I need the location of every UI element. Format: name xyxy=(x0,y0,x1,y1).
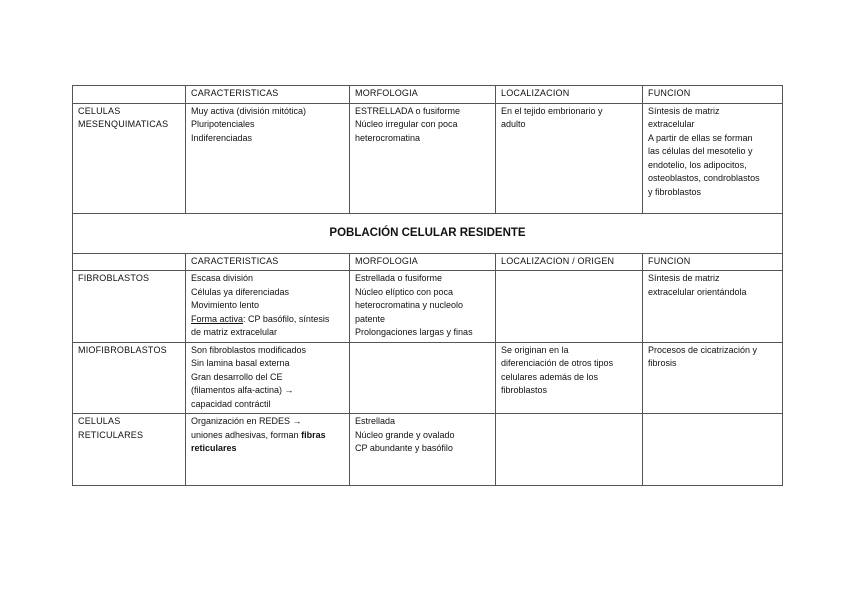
header-localizacion: LOCALIZACION xyxy=(496,86,643,104)
header-row-2 xyxy=(73,253,783,271)
cell-text: (filamentos alfa-actina) → xyxy=(191,385,294,395)
cell-text: Estrellada xyxy=(355,416,396,426)
cell-text: uniones adhesivas, forman xyxy=(191,429,302,440)
cell-text: Movimiento lento xyxy=(191,300,260,310)
bold-term: reticulares xyxy=(191,443,237,453)
section-title-row xyxy=(73,213,783,253)
cell-text: Gran desarrollo del CE xyxy=(191,371,283,382)
cell-morfologia xyxy=(350,342,496,414)
cell-localizacion xyxy=(496,414,643,486)
cell-name: MIOFIBROBLASTOS xyxy=(73,342,186,414)
header-morfologia: MORFOLOGIA xyxy=(350,253,496,271)
cell-text: Núcleo grande y ovalado xyxy=(355,429,455,440)
cell-text: heterocromatina y nucleolo xyxy=(355,300,464,310)
cell-caracteristicas xyxy=(186,103,350,213)
cell-caracteristicas xyxy=(186,271,350,343)
underlined-term: Forma activa xyxy=(191,313,244,324)
cell-text: Indiferenciadas xyxy=(191,132,253,143)
cell-text: Síntesis de matriz xyxy=(648,105,720,116)
cell-text: adulto xyxy=(501,119,526,129)
cell-text: Síntesis de matriz xyxy=(648,273,720,283)
cell-text: CP abundante y basófilo xyxy=(355,443,453,453)
cell-text: celulares además de los xyxy=(501,371,599,382)
header-empty-cell xyxy=(73,253,186,271)
cell-text: En el tejido embrionario y xyxy=(501,105,603,116)
section-title: POBLACIÓN CELULAR RESIDENTE xyxy=(73,213,783,253)
cell-text-line xyxy=(191,313,344,327)
header-morfologia: MORFOLOGIA xyxy=(350,86,496,104)
cell-name xyxy=(73,103,186,213)
cell-morfologia xyxy=(350,271,496,343)
cell-text: y fibroblastos xyxy=(648,186,702,197)
cell-text: Organización en REDES → xyxy=(191,416,302,426)
cell-text: osteoblastos, condroblastos xyxy=(648,173,760,183)
cell-text: Se originan en la xyxy=(501,344,569,355)
cell-text: Escasa división xyxy=(191,273,254,283)
cell-localizacion xyxy=(496,271,643,343)
header-localizacion-origen: LOCALIZACION / ORIGEN xyxy=(496,253,643,271)
header-funcion: FUNCION xyxy=(643,253,783,271)
cell-text: Células ya diferenciadas xyxy=(191,286,290,297)
cell-text: Prolongaciones largas y finas xyxy=(355,327,473,337)
header-row-1 xyxy=(73,86,783,104)
cell-text: ESTRELLADA o fusiforme xyxy=(355,105,461,116)
cell-population-table xyxy=(72,85,783,486)
cell-morfologia xyxy=(350,103,496,213)
cell-text: Muy activa (división mitótica) xyxy=(191,105,307,116)
cell-text: diferenciación de otros tipos xyxy=(501,358,614,368)
cell-text-line xyxy=(191,429,344,443)
cell-funcion xyxy=(643,103,783,213)
cell-text: fibrosis xyxy=(648,358,677,368)
cell-text: heterocromatina xyxy=(355,132,421,143)
header-caracteristicas: CARACTERISTICAS xyxy=(186,253,350,271)
cell-text: MESENQUIMATICAS xyxy=(78,119,169,129)
cell-caracteristicas xyxy=(186,342,350,414)
cell-morfologia xyxy=(350,414,496,486)
table-row-reticulares xyxy=(73,414,783,486)
cell-text: Estrellada o fusiforme xyxy=(355,273,443,283)
cell-name: FIBROBLASTOS xyxy=(73,271,186,343)
bold-term: fibras xyxy=(301,429,326,440)
cell-text: de matriz extracelular xyxy=(191,327,278,337)
cell-text: patente xyxy=(355,313,386,324)
cell-localizacion xyxy=(496,342,643,414)
cell-text: : CP basófilo, síntesis xyxy=(243,313,330,324)
cell-funcion xyxy=(643,342,783,414)
cell-text: extracelular xyxy=(648,119,695,129)
cell-text: Núcleo irregular con poca xyxy=(355,119,458,129)
table-row-miofibroblastos xyxy=(73,342,783,414)
cell-text: Son fibroblastos modificados xyxy=(191,344,307,355)
cell-localizacion xyxy=(496,103,643,213)
cell-name: CELULAS RETICULARES xyxy=(73,414,186,486)
cell-text: A partir de ellas se forman xyxy=(648,132,753,143)
cell-text: extracelular orientándola xyxy=(648,286,747,297)
cell-text: capacidad contráctil xyxy=(191,398,271,409)
cell-text: CELULAS xyxy=(78,105,121,116)
cell-caracteristicas xyxy=(186,414,350,486)
cell-text: endotelio, los adipocitos, xyxy=(648,159,747,170)
table-row-fibroblastos xyxy=(73,271,783,343)
header-empty-cell xyxy=(73,86,186,104)
cell-funcion xyxy=(643,414,783,486)
cell-text: Procesos de cicatrización y xyxy=(648,344,758,355)
cell-text: fibroblastos xyxy=(501,385,548,395)
cell-text: Sin lamina basal externa xyxy=(191,358,290,368)
cell-text: las células del mesotelio y xyxy=(648,146,753,156)
table-row-mesenquimaticas xyxy=(73,103,783,213)
cell-text: Núcleo elíptico con poca xyxy=(355,286,454,297)
header-caracteristicas: CARACTERISTICAS xyxy=(186,86,350,104)
cell-text: Pluripotenciales xyxy=(191,119,255,129)
cell-funcion xyxy=(643,271,783,343)
header-funcion: FUNCION xyxy=(643,86,783,104)
